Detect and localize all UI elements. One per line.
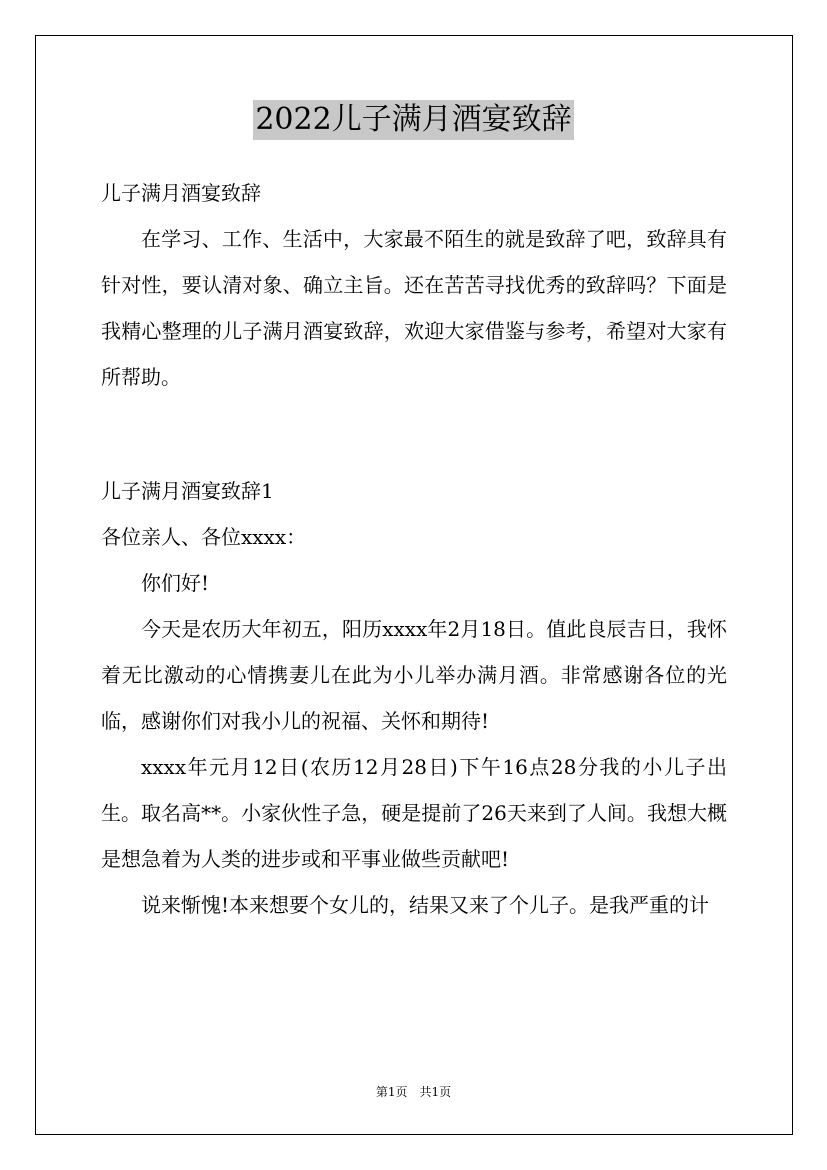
body-paragraph: 说来惭愧!本来想要个女儿的，结果又来了个儿子。是我严重的计 bbox=[141, 893, 710, 917]
document-body bbox=[101, 170, 727, 928]
intro-paragraph: 在学习、工作、生活中，大家最不陌生的就是致辞了吧，致辞具有针对性，要认清对象、确立主旨。还在苦苦寻找优秀的致辞吗？下面是我精心整理的儿子满月酒宴致辞，欢迎大家借鉴与参考，希望对大家有所帮助。 bbox=[101, 227, 727, 389]
page-footer bbox=[0, 1083, 827, 1101]
spacer bbox=[101, 400, 727, 468]
greeting: 你们好! bbox=[141, 571, 210, 595]
body-paragraph: 今天是农历大年初五，阳历xxxx年2月18日。值此良辰吉日，我怀着无比激动的心情携妻儿在此为小儿举办满月酒。非常感谢各位的光临，感谢你们对我小儿的祝福、关怀和期待! bbox=[101, 617, 727, 733]
section-heading: 儿子满月酒宴致辞 bbox=[101, 181, 261, 205]
salutation: 各位亲人、各位xxxx： bbox=[101, 525, 307, 549]
page-number: 第1页 bbox=[375, 1085, 408, 1099]
body-paragraph: xxxx年元月12日(农历12月28日)下午16点28分我的小儿子出生。取名高**。小家伙性子急，硬是提前了26天来到了人间。我想大概是想急着为人类的进步或和平事业做些贡献吧! bbox=[101, 755, 727, 871]
document-title: 2022儿子满月酒宴致辞 bbox=[253, 100, 573, 140]
speech-heading: 儿子满月酒宴致辞1 bbox=[101, 479, 274, 503]
title-container bbox=[0, 100, 827, 140]
page-total: 共1页 bbox=[419, 1085, 452, 1099]
